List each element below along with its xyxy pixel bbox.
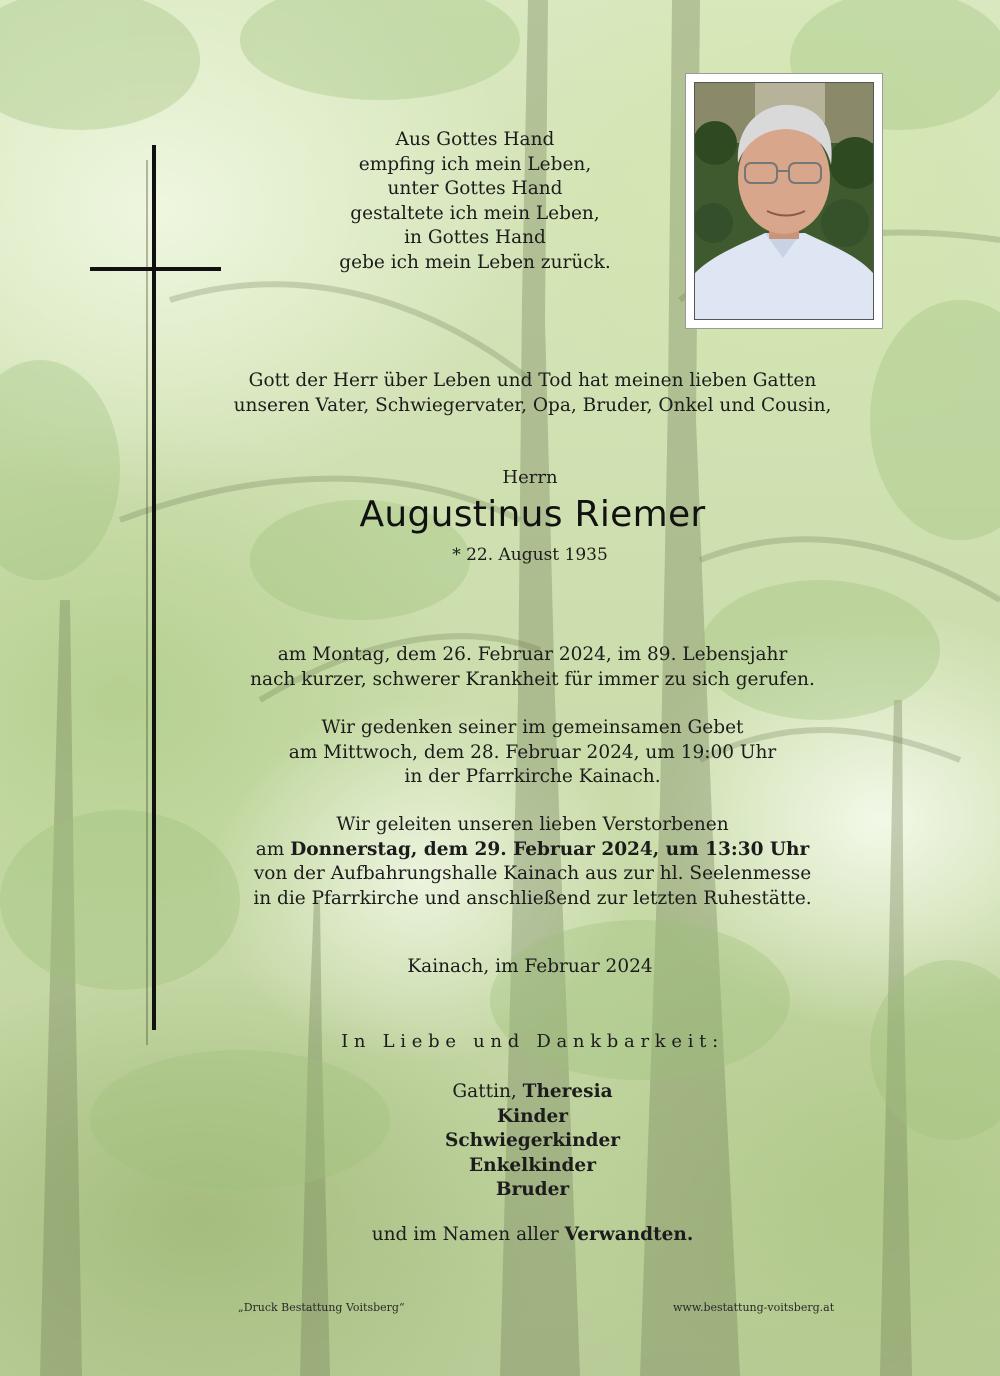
intro-line: unseren Vater, Schwiegervater, Opa, Bruder, Onkel und Cousin,: [233, 394, 832, 416]
funeral-date: Donnerstag, dem 29. Februar 2024, um 13:30 Uhr: [290, 838, 810, 860]
place-date: Kainach, im Februar 2024: [407, 956, 653, 977]
poem-line: gebe ich mein Leben zurück.: [339, 251, 611, 273]
children-label: Kinder: [496, 1105, 568, 1127]
death-notice-line: nach kurzer, schwerer Krankheit für immer zu sich gerufen.: [250, 668, 815, 690]
cross-shadow: [146, 160, 148, 1045]
closing-prefix: und im Namen aller: [371, 1224, 565, 1245]
mourner-children: [380, 1105, 685, 1130]
footer-website: www.bestattung-voitsberg.at: [673, 1301, 835, 1314]
mourners-heading: In Liebe und Dankbarkeit:: [341, 1031, 724, 1052]
spouse-prefix: Gattin,: [452, 1081, 523, 1102]
mourner-children-in-law: [380, 1129, 685, 1154]
poem-line: gestaltete ich mein Leben,: [350, 202, 600, 224]
portrait-photo-frame: [686, 74, 882, 328]
brother-label: Bruder: [495, 1179, 570, 1200]
deceased-name: Augustinus Riemer: [359, 494, 706, 535]
funeral-line: von der Aufbahrungshalle Kainach aus zur hl. Seelenmesse: [253, 863, 812, 884]
footer-printer: „Druck Bestattung Voitsberg“: [238, 1301, 405, 1314]
mourners-list: [380, 1080, 685, 1203]
prayer-line: am Mittwoch, dem 28. Februar 2024, um 19:00 Uhr: [288, 741, 777, 763]
death-notice: [200, 643, 865, 692]
intro-text: [200, 369, 865, 418]
closing-bold: Verwandten.: [564, 1224, 694, 1245]
mourner-spouse: [380, 1080, 685, 1105]
funeral-notice: [200, 813, 865, 911]
closing-line: [300, 1224, 765, 1245]
grandchildren-label: Enkelkinder: [469, 1154, 596, 1176]
funeral-line: Wir geleiten unseren lieben Verstorbenen: [336, 814, 729, 835]
deceased-title: Herrn: [502, 467, 558, 488]
cross-horizontal-bar: [90, 267, 221, 271]
birth-date: * 22. August 1935: [452, 545, 608, 565]
poem: [300, 128, 650, 275]
prayer-notice: [200, 716, 865, 790]
mourner-brother: [380, 1178, 685, 1203]
death-notice-line: am Montag, dem 26. Februar 2024, im 89. Lebensjahr: [277, 644, 788, 665]
poem-line: unter Gottes Hand: [387, 178, 563, 199]
funeral-line: in die Pfarrkirche und anschließend zur letzten Ruhestätte.: [253, 887, 812, 909]
poem-line: empfing ich mein Leben,: [358, 153, 592, 175]
poem-line: Aus Gottes Hand: [395, 129, 555, 150]
poem-line: in Gottes Hand: [404, 227, 546, 248]
mourner-grandchildren: [380, 1154, 685, 1179]
spouse-name: Theresia: [522, 1081, 613, 1102]
portrait-photo: [694, 82, 874, 320]
funeral-line-date: [200, 838, 865, 863]
children-in-law-label: Schwiegerkinder: [444, 1130, 620, 1151]
funeral-date-prefix: am: [255, 838, 291, 860]
portrait-illustration: [695, 83, 873, 319]
prayer-line: Wir gedenken seiner im gemeinsamen Gebet: [321, 717, 744, 738]
cross-vertical-bar: [152, 145, 156, 1030]
intro-line: Gott der Herr über Leben und Tod hat meinen lieben Gatten: [248, 370, 817, 391]
prayer-line: in der Pfarrkirche Kainach.: [404, 766, 661, 787]
